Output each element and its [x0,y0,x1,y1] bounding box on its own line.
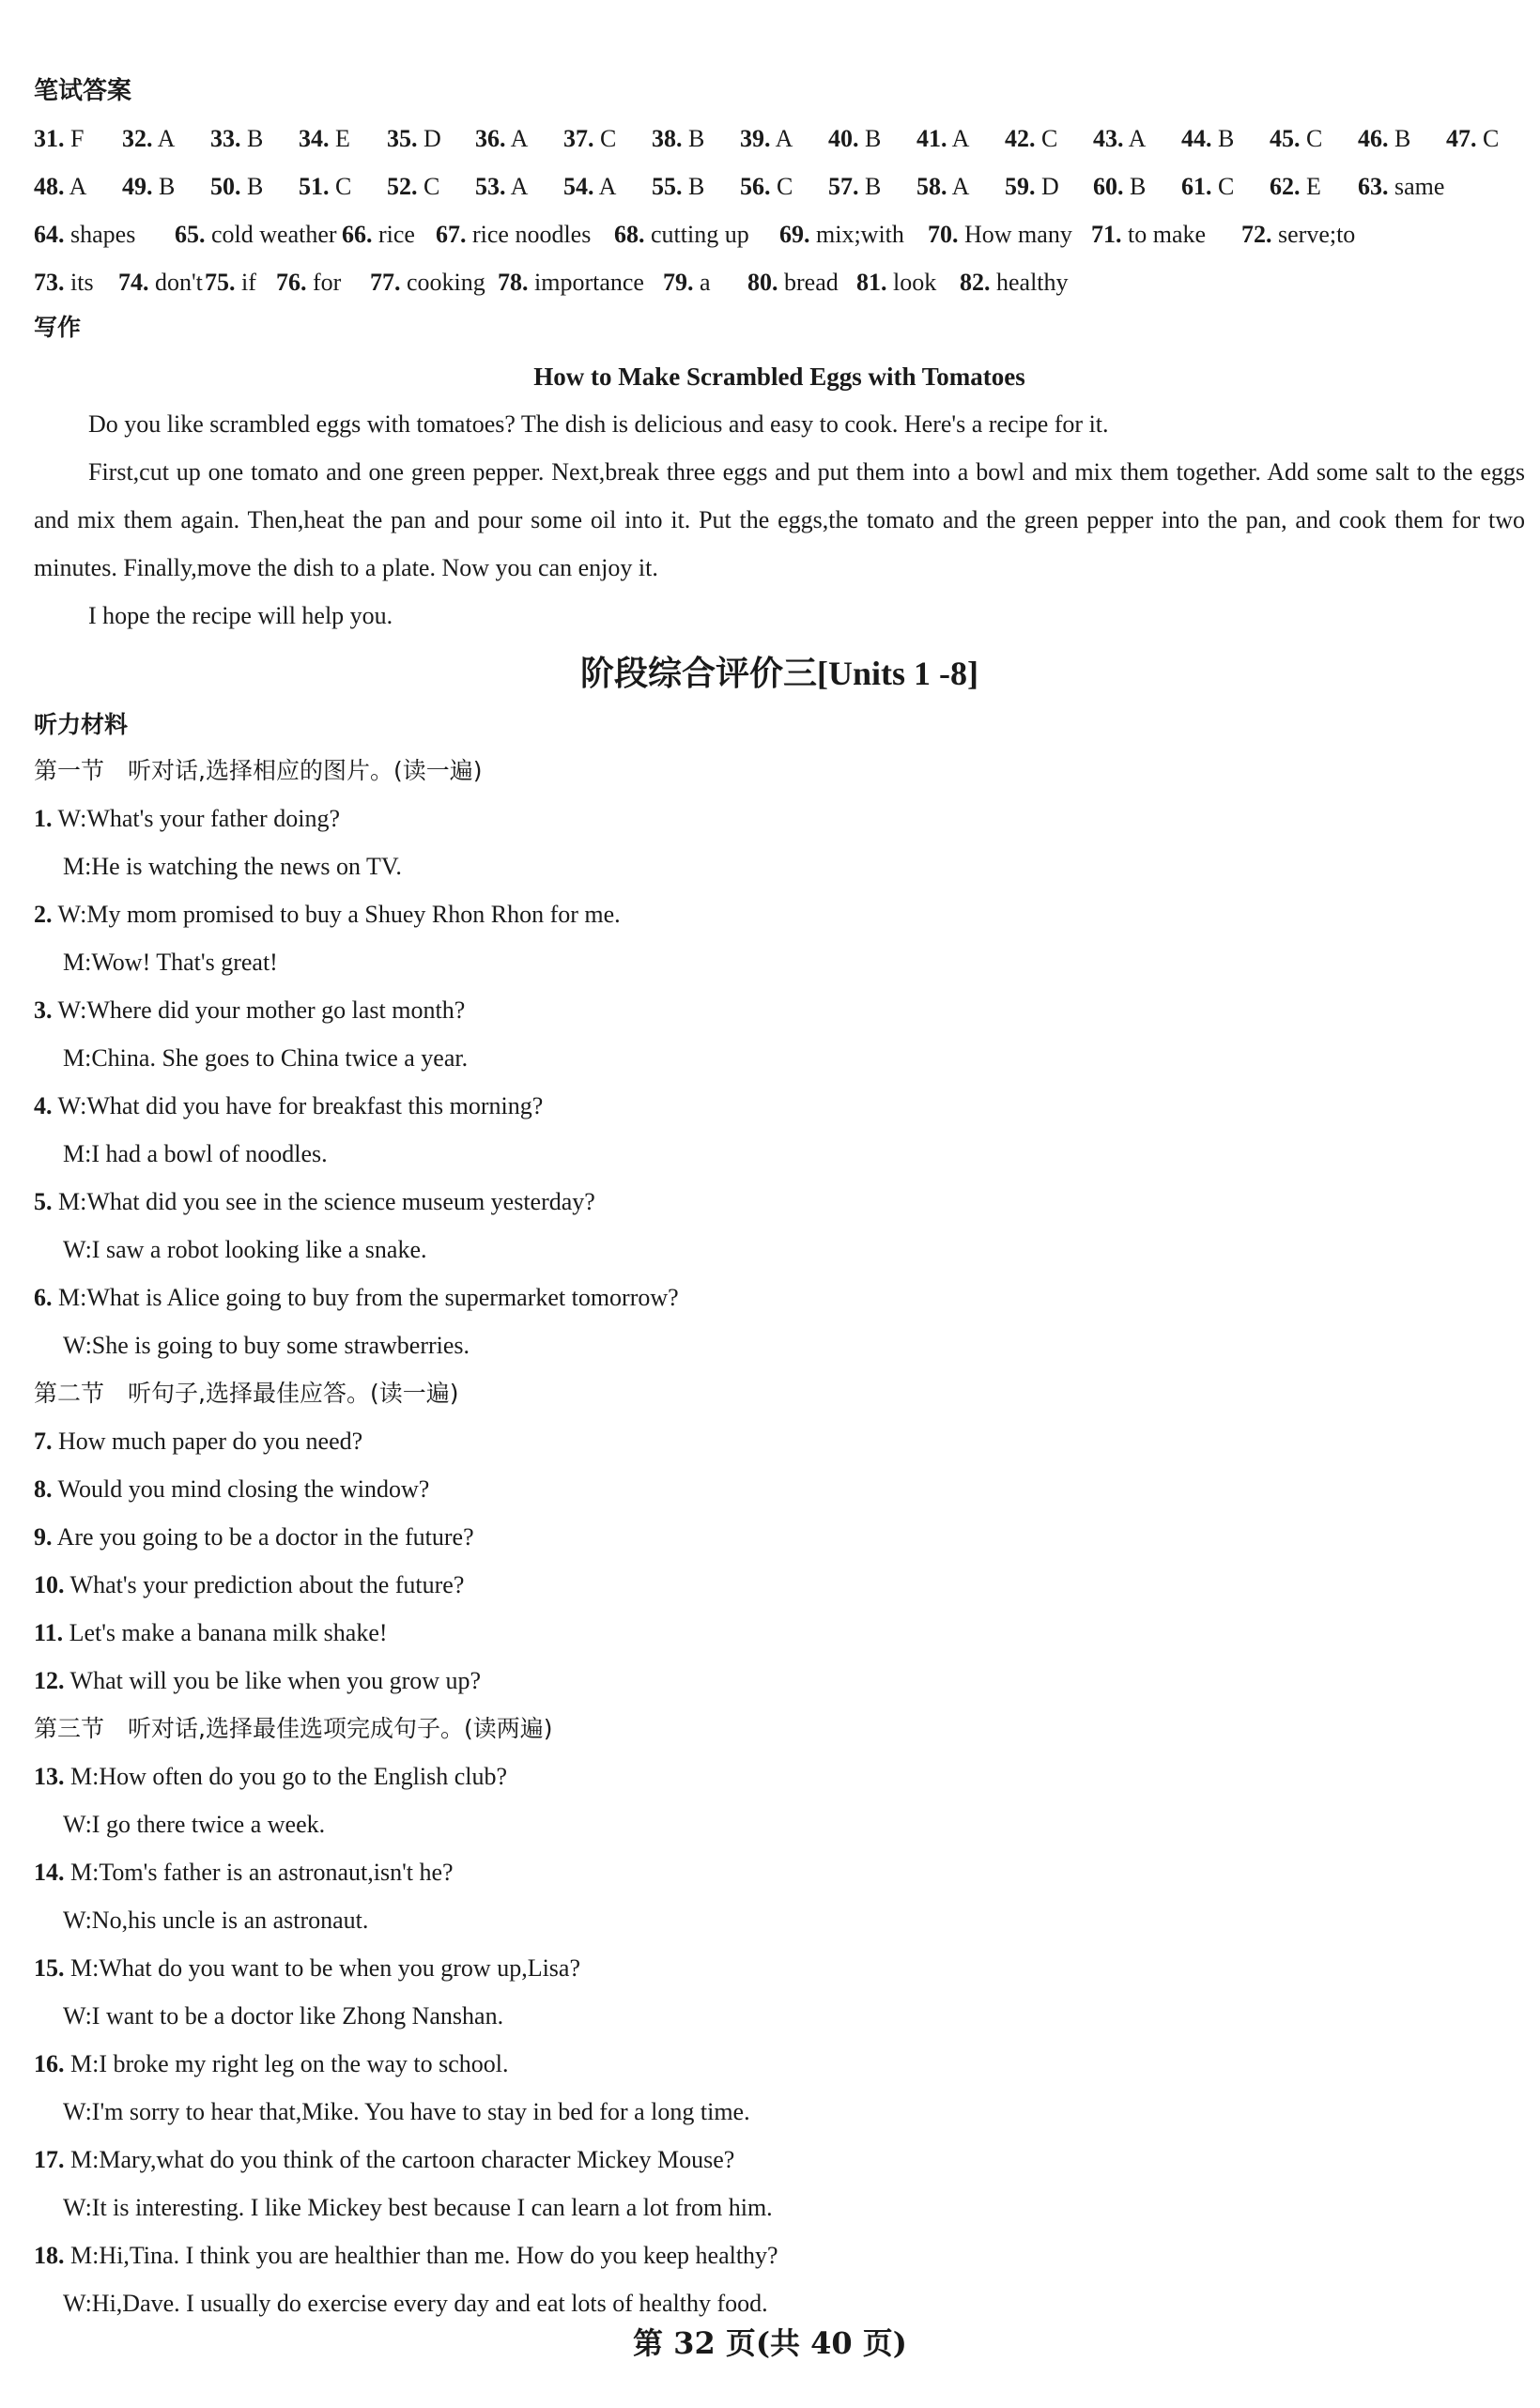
answer-item [740,115,828,162]
answer-value: B [247,173,264,200]
section-title-en: [Units 1 -8] [817,655,978,692]
answer-value: A [157,125,176,152]
question-number: 17. [34,2146,65,2173]
answer-number: 37. [563,125,594,152]
answer-item [614,210,779,258]
dialogue-line-first [34,1848,1525,1896]
answer-item [1446,115,1534,162]
question-number: 5. [34,1188,53,1215]
question-number: 9. [34,1523,53,1551]
answer-item [299,115,387,162]
answer-value: How many [964,221,1072,248]
sentence-text: How much paper do you need? [58,1428,363,1455]
answer-number: 64. [34,221,65,248]
answer-item [299,162,387,210]
answer-number: 65. [175,221,206,248]
dialogue-text: W:My mom promised to buy a Shuey Rhon Rhon for me. [57,901,621,928]
answer-item [1358,115,1446,162]
dialogue-text: W:What did you have for breakfast this morning? [57,1092,544,1119]
answer-item [436,210,614,258]
answer-number: 59. [1005,173,1036,200]
answer-value: D [1041,173,1059,200]
answer-number: 79. [663,269,694,296]
dialogue-text: M:How often do you go to the English club? [70,1763,508,1790]
answer-item [342,210,436,258]
answer-value: B [688,173,705,200]
answer-value: B [865,125,882,152]
answer-value: serve;to [1278,221,1356,248]
sentence-text: Let's make a banana milk shake! [69,1619,388,1646]
answer-item [1358,162,1446,210]
listening-part1-title: 第一节 听对话,选择相应的图片。(读一遍) [34,757,483,784]
answer-number: 35. [387,125,418,152]
answer-item [118,258,205,306]
answer-item [652,162,740,210]
listening-part2-items [34,1417,1525,1705]
answer-item [210,115,299,162]
dialogue-line [34,938,1525,986]
answer-number: 66. [342,221,373,248]
answer-number: 43. [1093,125,1124,152]
essay-paragraph-3: I hope the recipe will help you. [88,602,393,629]
dialogue-line [34,1034,1525,1082]
answer-value: to make [1128,221,1207,248]
answer-item [475,162,563,210]
answer-row [34,258,1525,306]
answer-value: healthy [996,269,1069,296]
dialogue-line [34,1226,1525,1273]
answer-item [747,258,856,306]
dialogue-line-first [34,795,1525,842]
answer-number: 71. [1091,221,1122,248]
answer-item [122,162,210,210]
question-number: 3. [34,996,53,1024]
answer-number: 73. [34,269,65,296]
sentence-text: What will you be like when you grow up? [69,1667,482,1694]
answer-item [563,115,652,162]
answer-value: C [1041,125,1058,152]
question-number: 14. [34,1859,65,1886]
dialogue-text: M:What do you want to be when you grow up,Lisa? [70,1954,581,1982]
answer-item [828,162,916,210]
answer-value: E [335,125,350,152]
answer-value: don't [155,269,203,296]
listening-heading: 听力材料 [34,711,129,738]
dialogue-text: M:Tom's father is an astronaut,isn't he? [70,1859,454,1886]
question-number: 13. [34,1763,65,1790]
answer-number: 72. [1241,221,1272,248]
sentence-line [34,1657,1525,1705]
question-number: 8. [34,1475,53,1503]
answer-value: cold weather [211,221,337,248]
answer-item [960,258,1072,306]
answer-number: 80. [747,269,778,296]
answer-number: 46. [1358,125,1389,152]
question-number: 4. [34,1092,53,1119]
answer-number: 70. [928,221,959,248]
sentence-line [34,1609,1525,1657]
dialogue-text: W:I saw a robot looking like a snake. [63,1236,427,1263]
answer-number: 82. [960,269,991,296]
dialogue-line [34,2088,1525,2136]
answer-item [34,258,118,306]
answer-value: mix;with [816,221,904,248]
answer-value: B [1130,173,1147,200]
dialogue-text: M:What did you see in the science museum yesterday? [58,1188,595,1215]
listening-part3-title: 第三节 听对话,选择最佳选项完成句子。(读两遍) [34,1715,553,1742]
writing-heading: 写作 [34,314,82,341]
answer-item [1241,210,1373,258]
dialogue-text: M:Wow! That's great! [63,949,278,976]
answer-item [1005,115,1093,162]
dialogue-text: M:He is watching the news on TV. [63,853,402,880]
essay-paragraph-1: Do you like scrambled eggs with tomatoes? The dish is delicious and easy to cook. Here's a recipe for it. [88,410,1109,438]
dialogue-line-first [34,986,1525,1034]
answer-number: 39. [740,125,771,152]
answer-value: B [247,125,264,152]
dialogue-text: M:Hi,Tina. I think you are healthier than me. How do you keep healthy? [70,2242,778,2269]
written-answers-heading: 笔试答案 [34,77,132,105]
dialogue-text: W:I want to be a doctor like Zhong Nanshan. [63,2002,504,2030]
answer-value: rice [378,221,415,248]
answer-item [1005,162,1093,210]
dialogue-text: W:I go there twice a week. [63,1811,326,1838]
answer-number: 55. [652,173,683,200]
answer-item [1181,115,1270,162]
answer-item [916,115,1005,162]
answer-item [916,162,1005,210]
sentence-line [34,1513,1525,1561]
question-number: 6. [34,1284,53,1311]
dialogue-line-first [34,1178,1525,1226]
dialogue-text: W:No,his uncle is an astronaut. [63,1906,369,1934]
dialogue-line-first [34,2136,1525,2184]
answer-value: A [1128,125,1147,152]
answer-number: 57. [828,173,859,200]
dialogue-text: M:I broke my right leg on the way to school. [70,2050,509,2077]
dialogue-line-first [34,1752,1525,1800]
answer-value: cutting up [651,221,749,248]
answer-item [1270,115,1358,162]
answer-item [563,162,652,210]
answer-value: bread [784,269,839,296]
question-number: 16. [34,2050,65,2077]
dialogue-text: W:I'm sorry to hear that,Mike. You have to stay in bed for a long time. [63,2098,750,2125]
dialogue-line [34,1992,1525,2040]
answer-number: 69. [779,221,810,248]
question-number: 7. [34,1428,53,1455]
question-number: 11. [34,1619,64,1646]
answer-number: 31. [34,125,65,152]
question-number: 2. [34,901,53,928]
answer-number: 50. [210,173,241,200]
answer-number: 52. [387,173,418,200]
dialogue-line-first [34,1944,1525,1992]
answer-item [1181,162,1270,210]
dialogue-line-first [34,1273,1525,1321]
answer-item [34,162,122,210]
dialogue-line [34,1321,1525,1369]
question-number: 18. [34,2242,65,2269]
answer-value: C [1483,125,1500,152]
answer-number: 75. [205,269,236,296]
sentence-text: Are you going to be a doctor in the future? [56,1523,474,1551]
answer-item [34,210,175,258]
answer-value: for [313,269,342,296]
dialogue-line-first [34,2231,1525,2279]
answer-item [1091,210,1241,258]
dialogue-line [34,2184,1525,2231]
answer-value: A [951,125,970,152]
answer-number: 34. [299,125,330,152]
answer-number: 81. [856,269,887,296]
answer-number: 56. [740,173,771,200]
answer-item [828,115,916,162]
dialogue-line-first [34,2040,1525,2088]
answer-row [34,162,1525,210]
answer-value: rice noodles [472,221,592,248]
sentence-line [34,1417,1525,1465]
answer-item [1093,162,1181,210]
answer-value: C [1306,125,1323,152]
dialogue-text: M:What is Alice going to buy from the supermarket tomorrow? [58,1284,679,1311]
dialogue-text: W:Hi,Dave. I usually do exercise every day and eat lots of healthy food. [63,2290,768,2317]
answer-number: 44. [1181,125,1212,152]
sentence-text: What's your prediction about the future? [69,1571,465,1598]
sentence-line [34,1465,1525,1513]
question-number: 12. [34,1667,65,1694]
answer-item [1093,115,1181,162]
question-number: 15. [34,1954,65,1982]
answer-value: if [241,269,256,296]
answer-number: 45. [1270,125,1301,152]
answer-item [779,210,928,258]
answer-value: its [70,269,94,296]
answer-number: 60. [1093,173,1124,200]
answer-number: 74. [118,269,149,296]
dialogue-text: M:China. She goes to China twice a year. [63,1044,469,1072]
answer-value: B [159,173,176,200]
dialogue-line [34,1130,1525,1178]
answer-item [387,115,475,162]
answer-number: 53. [475,173,506,200]
page-number: 第 32 页(共 40 页) [633,2325,907,2361]
answer-number: 68. [614,221,645,248]
answer-item [210,162,299,210]
answer-number: 32. [122,125,153,152]
answer-value: cooking [407,269,485,296]
answer-number: 41. [916,125,947,152]
answer-number: 77. [370,269,401,296]
answer-value: C [424,173,440,200]
answer-value: A [598,173,617,200]
answer-number: 49. [122,173,153,200]
answer-value: look [893,269,937,296]
answer-number: 36. [475,125,506,152]
sentence-text: Would you mind closing the window? [57,1475,430,1503]
answer-item [475,115,563,162]
answer-item [856,258,960,306]
answer-number: 54. [563,173,594,200]
answer-number: 76. [276,269,307,296]
answer-value: shapes [70,221,136,248]
answer-number: 78. [498,269,529,296]
listening-part2-title: 第二节 听句子,选择最佳应答。(读一遍) [34,1380,459,1407]
answer-value: E [1306,173,1321,200]
essay-paragraph-2: First,cut up one tomato and one green pepper. Next,break three eggs and put them into a bowl and mix them together. Add some salt to the eggs and mix them again. Then,heat the pan and pour some oil into it. Put the eggs,the tomato and the green pepper into the pan, and cook them for two minutes. Finally,move the dish to a plate. Now you can enjoy it. [34,458,1525,581]
dialogue-line [34,1800,1525,1848]
dialogue-text: W:She is going to buy some strawberries. [63,1332,470,1359]
dialogue-line [34,1896,1525,1944]
answer-value: B [1394,125,1411,152]
answer-number: 63. [1358,173,1389,200]
question-number: 10. [34,1571,65,1598]
section-title [34,643,1525,703]
answer-row [34,210,1525,258]
dialogue-text: M:I had a bowl of noodles. [63,1140,328,1167]
answer-item [740,162,828,210]
answer-value: C [777,173,793,200]
dialogue-line [34,842,1525,890]
answer-value: B [865,173,882,200]
answer-value: C [335,173,352,200]
answer-item [122,115,210,162]
answer-value: C [1218,173,1235,200]
answer-item [928,210,1091,258]
answer-value: importance [534,269,644,296]
answer-item [205,258,276,306]
answer-value: same [1394,173,1445,200]
answer-value: B [1218,125,1235,152]
answer-number: 42. [1005,125,1036,152]
sentence-line [34,1561,1525,1609]
dialogue-line-first [34,1082,1525,1130]
answer-item [276,258,370,306]
answer-number: 51. [299,173,330,200]
answer-value: D [424,125,441,152]
answer-item [663,258,747,306]
answer-item [370,258,498,306]
answer-value: F [70,125,85,152]
answer-value: A [951,173,970,200]
dialogue-line-first [34,890,1525,938]
answer-item [34,115,122,162]
answer-number: 38. [652,125,683,152]
dialogue-text: W:It is interesting. I like Mickey best because I can learn a lot from him. [63,2194,773,2221]
answer-number: 67. [436,221,467,248]
dialogue-text: M:Mary,what do you think of the cartoon character Mickey Mouse? [70,2146,735,2173]
answer-value: A [510,173,529,200]
dialogue-text: W:Where did your mother go last month? [57,996,466,1024]
listening-part1-items [34,795,1525,1369]
answer-value: A [69,173,87,200]
answer-number: 40. [828,125,859,152]
answer-value: a [700,269,711,296]
section-title-cn: 阶段综合评价三 [580,655,818,693]
answer-value: A [775,125,793,152]
answer-grid [34,115,1525,306]
essay-title: How to Make Scrambled Eggs with Tomatoes [533,363,1025,391]
answer-row [34,115,1525,162]
question-number: 1. [34,805,53,832]
answer-item [175,210,342,258]
answer-value: B [688,125,705,152]
answer-number: 48. [34,173,65,200]
answer-number: 62. [1270,173,1301,200]
listening-part3-items [34,1752,1525,2327]
answer-item [498,258,663,306]
answer-item [387,162,475,210]
answer-number: 61. [1181,173,1212,200]
answer-number: 47. [1446,125,1477,152]
answer-value: C [600,125,617,152]
answer-number: 33. [210,125,241,152]
dialogue-text: W:What's your father doing? [57,805,340,832]
answer-item [652,115,740,162]
answer-value: A [510,125,529,152]
answer-item [1270,162,1358,210]
answer-number: 58. [916,173,947,200]
